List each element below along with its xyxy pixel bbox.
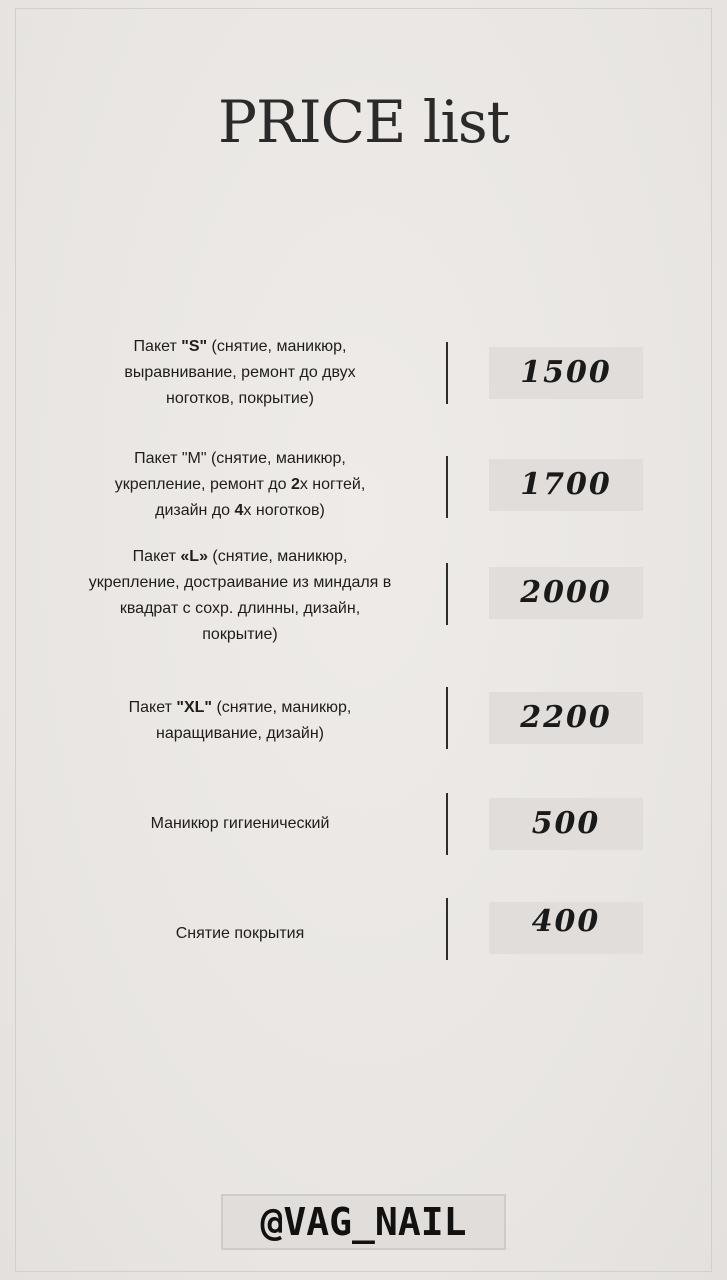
item-m-divider (446, 456, 448, 518)
instagram-handle[interactable]: @VAG_NAIL (221, 1194, 506, 1250)
item-coating-removal-price: 400 (531, 904, 601, 939)
item-s-description: Пакет "S" (снятие, маникюр, выравнивание, ремонт до двух ноготков, покрытие) (124, 338, 356, 407)
item-l-divider (446, 563, 448, 625)
item-m-price: 1700 (520, 467, 612, 502)
item-l-price: 2000 (520, 575, 612, 610)
item-s-divider (446, 342, 448, 404)
item-xl-description: Пакет "XL" (снятие, маникюр, наращивание, дизайн) (128, 699, 352, 742)
item-xl-price: 2200 (520, 700, 612, 735)
item-coating-removal-divider (446, 898, 448, 960)
item-hygienic-manicure-divider (446, 793, 448, 855)
item-l-description: Пакет «L» (снятие, маникюр, укрепление, достраивание из миндаля в квадрат с сохр. длинны, дизайн, покрытие) (88, 548, 392, 643)
item-s-price: 1500 (520, 355, 612, 390)
page-title: PRICE list (218, 88, 509, 156)
item-xl-divider (446, 687, 448, 749)
item-hygienic-manicure-price: 500 (531, 806, 601, 841)
item-coating-removal-description: Снятие покрытия (175, 925, 305, 942)
item-hygienic-manicure-description: Маникюр гигиенический (150, 815, 330, 832)
item-m-description: Пакет "M" (снятие, маникюр, укрепление, ремонт до 2х ногтей, дизайн до 4х ноготков) (114, 450, 366, 519)
